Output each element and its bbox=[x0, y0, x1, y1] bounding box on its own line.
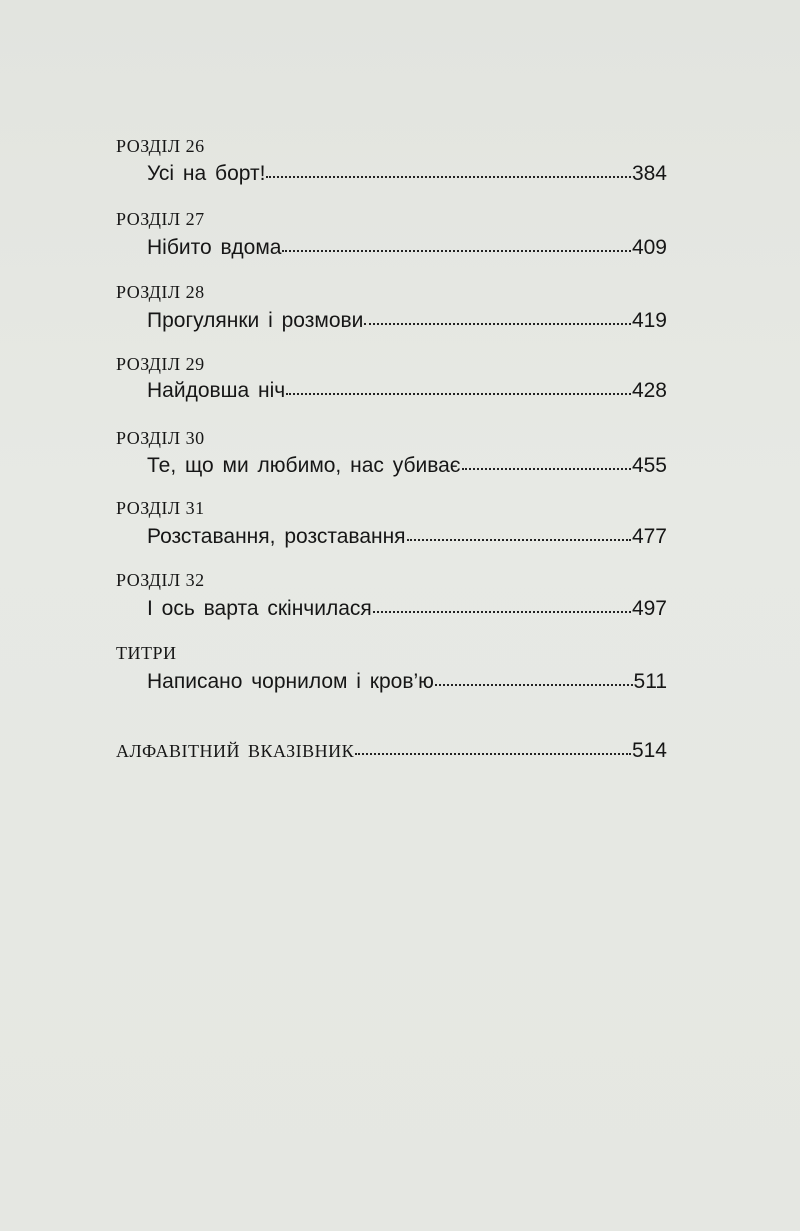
dot-leader bbox=[286, 377, 631, 397]
page-number: 384 bbox=[631, 162, 667, 185]
page-number: 477 bbox=[631, 525, 667, 548]
toc-entry-credits bbox=[147, 668, 667, 695]
chapter-label-26: РОЗДІЛ 26 bbox=[116, 136, 205, 156]
toc-entry-28 bbox=[147, 307, 667, 334]
toc-entry-30 bbox=[147, 452, 667, 479]
chapter-label-29: РОЗДІЛ 29 bbox=[116, 354, 205, 374]
chapter-title: Найдовша ніч bbox=[147, 379, 286, 402]
toc-entry-26 bbox=[147, 160, 667, 187]
index-title: АЛФАВІТНИЙ ВКАЗІВНИК bbox=[116, 741, 355, 761]
page-number: 409 bbox=[631, 236, 667, 259]
chapter-title: І ось варта скінчилася bbox=[147, 597, 372, 620]
dot-leader bbox=[282, 234, 630, 254]
page-number: 428 bbox=[631, 379, 667, 402]
page-number: 511 bbox=[633, 670, 667, 693]
dot-leader bbox=[462, 452, 631, 472]
chapter-label-31: РОЗДІЛ 31 bbox=[116, 498, 205, 518]
page-number: 455 bbox=[631, 454, 667, 477]
dot-leader bbox=[373, 595, 631, 615]
dot-leader bbox=[407, 523, 631, 543]
toc-entry-27 bbox=[147, 234, 667, 261]
chapter-label-30: РОЗДІЛ 30 bbox=[116, 428, 205, 448]
dot-leader bbox=[435, 668, 633, 688]
page-number: 419 bbox=[631, 309, 667, 332]
chapter-title: Те, що ми любимо, нас убиває bbox=[147, 454, 461, 477]
chapter-label-27: РОЗДІЛ 27 bbox=[116, 209, 205, 229]
chapter-title: Прогулянки і розмови bbox=[147, 309, 364, 332]
chapter-label-credits: ТИТРИ bbox=[116, 643, 177, 663]
chapter-title: Нібито вдома bbox=[147, 236, 282, 259]
chapter-label-28: РОЗДІЛ 28 bbox=[116, 282, 205, 302]
dot-leader bbox=[266, 160, 631, 180]
chapter-title: Написано чорнилом і кров’ю bbox=[147, 670, 434, 693]
toc-entry-29 bbox=[147, 377, 667, 404]
page-number: 514 bbox=[631, 739, 667, 762]
dot-leader bbox=[364, 307, 631, 327]
chapter-title: Усі на борт! bbox=[147, 162, 266, 185]
dot-leader bbox=[355, 737, 631, 757]
toc-entry-index bbox=[116, 737, 667, 764]
toc-entry-31 bbox=[147, 523, 667, 550]
page-number: 497 bbox=[631, 597, 667, 620]
chapter-title: Розставання, розставання bbox=[147, 525, 406, 548]
chapter-label-32: РОЗДІЛ 32 bbox=[116, 570, 205, 590]
toc-entry-32 bbox=[147, 595, 667, 622]
